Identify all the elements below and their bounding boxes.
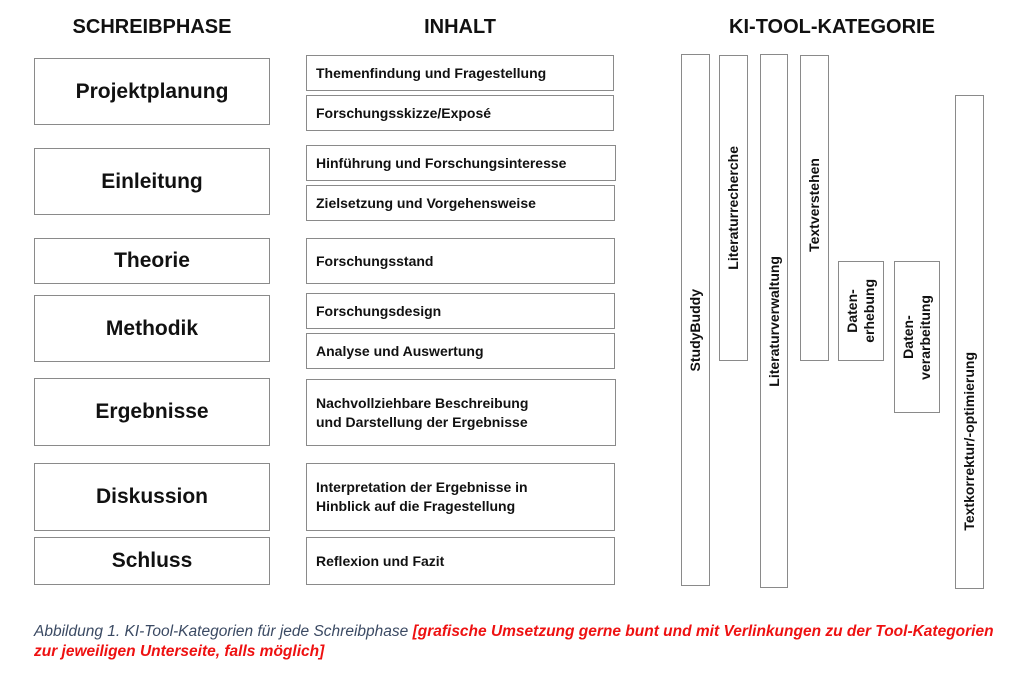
tool-label-textkorrektur: Textkorrektur/-optimierung [961, 352, 977, 531]
tool-studybuddy[interactable] [681, 54, 710, 586]
content-analyse: Analyse und Auswertung [306, 333, 615, 369]
content-hinfuehrung: Hinführung und Forschungsinteresse [306, 145, 616, 181]
tool-label-literaturrecherche: Literaturrecherche [725, 146, 741, 270]
phase-projektplanung[interactable]: Projektplanung [34, 58, 270, 125]
content-forschungsskizze: Forschungsskizze/Exposé [306, 95, 614, 131]
header-ki-tool-kategorie: KI-TOOL-KATEGORIE [729, 16, 935, 38]
content-reflexion: Reflexion und Fazit [306, 537, 615, 585]
tool-literaturrecherche[interactable] [719, 55, 748, 361]
caption-note: [grafische Umsetzung gerne bunt und mit Verlinkungen zu der Tool-Kategorien zur jeweiligen Unterseite, falls möglich] [34, 623, 994, 660]
figure-caption [34, 622, 1009, 662]
tool-datenverarbeitung[interactable] [894, 261, 940, 413]
tool-datenerhebung[interactable] [838, 261, 884, 361]
tool-literaturverwaltung[interactable] [760, 54, 788, 588]
tool-label-studybuddy: StudyBuddy [687, 288, 703, 371]
tool-textverstehen[interactable] [800, 55, 829, 361]
phase-schluss[interactable]: Schluss [34, 537, 270, 585]
header-inhalt: INHALT [424, 16, 496, 38]
content-zielsetzung: Zielsetzung und Vorgehensweise [306, 185, 615, 221]
content-nachvollziehbare-beschreibung: Nachvollziehbare Beschreibung und Darstellung der Ergebnisse [306, 379, 616, 446]
content-themenfindung: Themenfindung und Fragestellung [306, 55, 614, 91]
phase-ergebnisse[interactable]: Ergebnisse [34, 378, 270, 446]
tool-label-textverstehen: Textverstehen [806, 158, 822, 252]
header-schreibphase: SCHREIBPHASE [72, 16, 232, 38]
tool-label-datenverarbeitung: Daten- verarbeitung [900, 294, 933, 380]
phase-theorie[interactable]: Theorie [34, 238, 270, 284]
content-forschungsstand: Forschungsstand [306, 238, 615, 284]
content-interpretation: Interpretation der Ergebnisse in Hinblick auf die Fragestellung [306, 463, 615, 531]
tool-label-datenerhebung: Daten- erhebung [844, 279, 877, 343]
phase-diskussion[interactable]: Diskussion [34, 463, 270, 531]
phase-methodik[interactable]: Methodik [34, 295, 270, 362]
tool-textkorrektur[interactable] [955, 95, 984, 589]
content-forschungsdesign: Forschungsdesign [306, 293, 615, 329]
tool-label-literaturverwaltung: Literaturverwaltung [765, 255, 782, 387]
phase-einleitung[interactable]: Einleitung [34, 148, 270, 215]
caption-main: Abbildung 1. KI-Tool-Kategorien für jede Schreibphase [34, 623, 413, 640]
